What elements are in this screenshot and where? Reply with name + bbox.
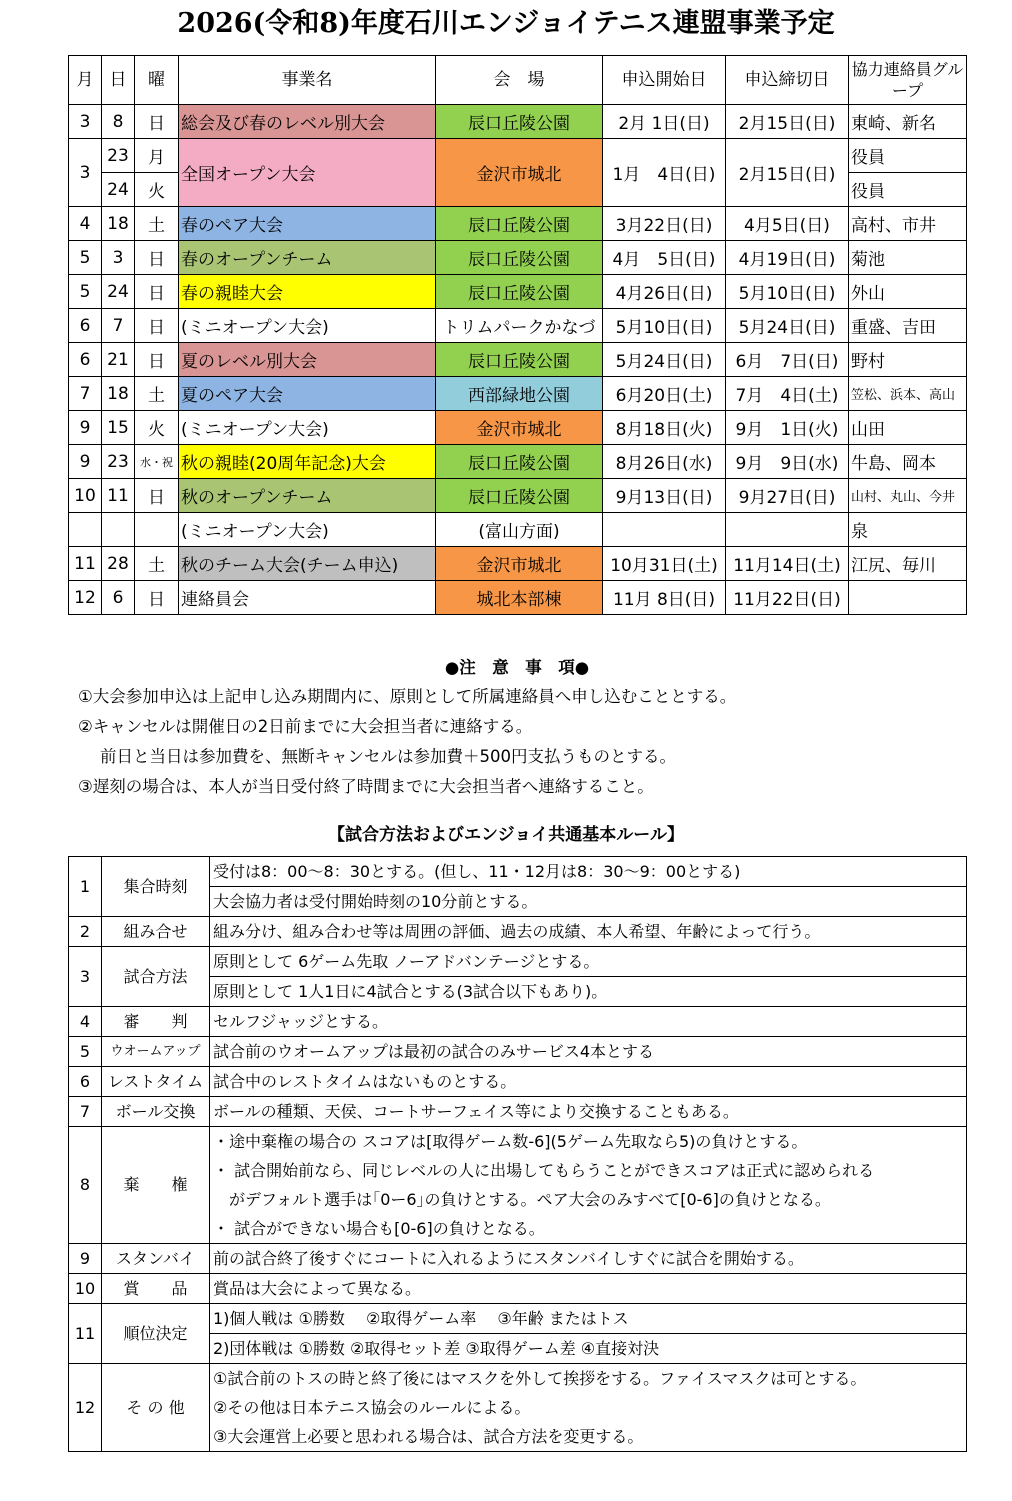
cell-month: 12 xyxy=(69,581,102,615)
cell-day: 24 xyxy=(102,275,135,309)
rule-row xyxy=(69,1007,967,1037)
cell-month: 6 xyxy=(69,343,102,377)
cell-weekday: 日 xyxy=(135,105,179,139)
cell-venue: 西部緑地公園 xyxy=(436,377,603,411)
cell-venue: 金沢市城北 xyxy=(436,411,603,445)
rules-table xyxy=(68,856,967,1452)
cell-month: 10 xyxy=(69,479,102,513)
schedule-row xyxy=(69,105,967,139)
rule-number: 3 xyxy=(69,947,102,1007)
cell-event: 春の親睦大会 xyxy=(179,275,436,309)
cell-day: 15 xyxy=(102,411,135,445)
cell-end: 7月 4日(土) xyxy=(726,377,849,411)
rule-row xyxy=(69,1274,967,1304)
cell-start: 9月13日(日) xyxy=(603,479,726,513)
cell-weekday: 日 xyxy=(135,343,179,377)
schedule-row xyxy=(69,207,967,241)
cell-venue: トリムパークかなづ xyxy=(436,309,603,343)
cell-day: 21 xyxy=(102,343,135,377)
cell-start: 6月20日(土) xyxy=(603,377,726,411)
cell-end: 9月27日(日) xyxy=(726,479,849,513)
rule-name: スタンバイ xyxy=(102,1244,210,1274)
cell-event: 総会及び春のレベル別大会 xyxy=(179,105,436,139)
rule-line: ②その他は日本テニス協会のルールによる。 xyxy=(213,1398,531,1417)
rule-line: 試合前のウオームアップは最初の試合のみサービス4本とする xyxy=(213,1042,655,1061)
cell-event: 秋のチーム大会(チーム申込) xyxy=(179,547,436,581)
rule-row xyxy=(69,857,967,917)
cell-event: 秋のオープンチーム xyxy=(179,479,436,513)
rule-line: ③大会運営上必要と思われる場合は、試合方法を変更する。 xyxy=(213,1427,644,1446)
cell-month: 6 xyxy=(69,309,102,343)
cell-day: 28 xyxy=(102,547,135,581)
cell-venue: 辰口丘陵公園 xyxy=(436,275,603,309)
rule-number: 9 xyxy=(69,1244,102,1274)
cell-weekday: 日 xyxy=(135,581,179,615)
cell-end: 6月 7日(日) xyxy=(726,343,849,377)
cell-weekday: 土 xyxy=(135,207,179,241)
cell-event: 連絡員会 xyxy=(179,581,436,615)
cell-day: 18 xyxy=(102,207,135,241)
rule-row xyxy=(69,1364,967,1452)
rule-line: 組み分け、組み合わせ等は周囲の評価、過去の成績、本人希望、年齢によって行う。 xyxy=(213,922,821,941)
cell-group: 江尻、毎川 xyxy=(849,547,967,581)
cell-start: 11月 8日(日) xyxy=(603,581,726,615)
cell-venue: 辰口丘陵公園 xyxy=(436,445,603,479)
rule-description xyxy=(210,1274,967,1304)
schedule-row xyxy=(69,241,967,275)
cell-end: 5月10日(日) xyxy=(726,275,849,309)
cell-weekday: 火 xyxy=(135,411,179,445)
cell-event: 春のペア大会 xyxy=(179,207,436,241)
cell-weekday: 火 xyxy=(135,173,179,207)
schedule-header-row xyxy=(69,56,967,105)
rules-title: 【試合方法およびエンジョイ共通基本ルール】 xyxy=(328,825,684,845)
cell-weekday: 月 xyxy=(135,139,179,173)
cell-weekday: 土 xyxy=(135,377,179,411)
cell-event: (ミニオープン大会) xyxy=(179,411,436,445)
rule-description xyxy=(210,1127,967,1244)
note-line: ①大会参加申込は上記申し込み期間内に、原則として所属連絡員へ申し込むこととする。 xyxy=(78,687,737,706)
cell-day: 23 xyxy=(102,139,135,173)
cell-start xyxy=(603,513,726,547)
rule-description xyxy=(210,1037,967,1067)
rule-name: そ の 他 xyxy=(102,1364,210,1452)
cell-day: 11 xyxy=(102,479,135,513)
rule-description xyxy=(210,1364,967,1452)
note-line: 前日と当日は参加費を、無断キャンセルは参加費＋500円支払うものとする。 xyxy=(100,747,676,766)
cell-start: 4月26日(日) xyxy=(603,275,726,309)
rule-line: ボールの種類、天侯、コートサーフェイス等により交換することもある。 xyxy=(213,1102,739,1121)
schedule-row xyxy=(69,581,967,615)
rule-number: 8 xyxy=(69,1127,102,1244)
cell-day: 24 xyxy=(102,173,135,207)
cell-group: 東崎、新名 xyxy=(849,105,967,139)
cell-weekday: 日 xyxy=(135,479,179,513)
rule-name: 集合時刻 xyxy=(102,857,210,917)
page-title: 2026(令和8)年度石川エンジョイテニス連盟事業予定 xyxy=(177,8,835,39)
rule-row xyxy=(69,947,967,1007)
cell-start: 2月 1日(日) xyxy=(603,105,726,139)
rule-line: 原則として 1人1日に4試合とする(3試合以下もあり)。 xyxy=(210,976,966,1006)
schedule-row xyxy=(69,445,967,479)
rule-row xyxy=(69,1127,967,1244)
cell-day: 7 xyxy=(102,309,135,343)
cell-weekday: 日 xyxy=(135,275,179,309)
cell-venue: 辰口丘陵公園 xyxy=(436,479,603,513)
cell-end: 2月15日(日) xyxy=(726,139,849,207)
rule-line: セルフジャッジとする。 xyxy=(213,1012,389,1031)
rule-number: 7 xyxy=(69,1097,102,1127)
header-month: 月 xyxy=(69,56,102,105)
rule-row xyxy=(69,1244,967,1274)
cell-group: 笠松、浜本、高山 xyxy=(849,377,967,411)
cell-start: 5月10日(日) xyxy=(603,309,726,343)
cell-event: (ミニオープン大会) xyxy=(179,309,436,343)
schedule-row xyxy=(69,377,967,411)
rule-description xyxy=(210,857,967,917)
cell-event: 夏のレベル別大会 xyxy=(179,343,436,377)
cell-end: 2月15日(日) xyxy=(726,105,849,139)
cell-end: 9月 1日(火) xyxy=(726,411,849,445)
rule-description xyxy=(210,1244,967,1274)
cell-weekday: 日 xyxy=(135,241,179,275)
rule-description xyxy=(210,917,967,947)
rule-row xyxy=(69,1067,967,1097)
rule-line: 大会協力者は受付開始時刻の10分前とする。 xyxy=(210,886,966,916)
rule-line: がデフォルト選手は｢0ー6｣の負けとする。ペア大会のみすべて[0-6]の負けとなる。 xyxy=(213,1190,831,1209)
notes-section xyxy=(68,654,966,802)
header-group: 協力連絡員グループ xyxy=(849,56,967,105)
cell-end: 11月22日(日) xyxy=(726,581,849,615)
rule-name: ボール交換 xyxy=(102,1097,210,1127)
cell-day xyxy=(102,513,135,547)
cell-event: 秋の親睦(20周年記念)大会 xyxy=(179,445,436,479)
header-event: 事業名 xyxy=(179,56,436,105)
cell-group: 外山 xyxy=(849,275,967,309)
cell-month: 9 xyxy=(69,411,102,445)
rule-line: 1)個人戦は ①勝数 ②取得ゲーム率 ③年齢 またはトス xyxy=(213,1309,629,1328)
cell-month: 5 xyxy=(69,241,102,275)
cell-event: (ミニオープン大会) xyxy=(179,513,436,547)
cell-month xyxy=(69,513,102,547)
rule-name: 試合方法 xyxy=(102,947,210,1007)
rule-line: 前の試合終了後すぐにコートに入れるようにスタンバイしすぐに試合を開始する。 xyxy=(213,1249,804,1268)
rule-description xyxy=(210,1067,967,1097)
cell-group: 山田 xyxy=(849,411,967,445)
cell-start: 4月 5日(日) xyxy=(603,241,726,275)
cell-group: 菊池 xyxy=(849,241,967,275)
cell-venue: 金沢市城北 xyxy=(436,547,603,581)
rule-row xyxy=(69,917,967,947)
rule-number: 4 xyxy=(69,1007,102,1037)
cell-end: 9月 9日(水) xyxy=(726,445,849,479)
cell-group: 高村、市井 xyxy=(849,207,967,241)
note-line: ③遅刻の場合は、本人が当日受付終了時間までに大会担当者へ連絡すること。 xyxy=(78,777,654,796)
cell-group: 重盛、吉田 xyxy=(849,309,967,343)
cell-weekday: 土 xyxy=(135,547,179,581)
rule-name: レストタイム xyxy=(102,1067,210,1097)
note-line: ②キャンセルは開催日の2日前までに大会担当者に連絡する。 xyxy=(78,717,533,736)
cell-group xyxy=(849,581,967,615)
cell-month: 9 xyxy=(69,445,102,479)
cell-month: 4 xyxy=(69,207,102,241)
cell-month: 5 xyxy=(69,275,102,309)
rule-number: 5 xyxy=(69,1037,102,1067)
cell-end xyxy=(726,513,849,547)
cell-day: 8 xyxy=(102,105,135,139)
cell-month: 3 xyxy=(69,105,102,139)
cell-month: 11 xyxy=(69,547,102,581)
rule-name: 順位決定 xyxy=(102,1304,210,1364)
rule-number: 6 xyxy=(69,1067,102,1097)
cell-event: 春のオープンチーム xyxy=(179,241,436,275)
cell-start: 8月18日(火) xyxy=(603,411,726,445)
schedule-row xyxy=(69,275,967,309)
rule-row xyxy=(69,1037,967,1067)
rule-line: ・途中棄権の場合の スコアは[取得ゲーム数-6](5ゲーム先取なら5)の負けとする。 xyxy=(213,1132,808,1151)
cell-group: 牛島、岡本 xyxy=(849,445,967,479)
header-day: 日 xyxy=(102,56,135,105)
cell-group: 役員 xyxy=(849,139,967,173)
cell-start: 8月26日(水) xyxy=(603,445,726,479)
schedule-table xyxy=(68,55,967,615)
rule-line: 原則として 6ゲーム先取 ノーアドバンテージとする。 xyxy=(213,952,600,971)
cell-group: 役員 xyxy=(849,173,967,207)
rule-line: 受付は8：00～8：30とする。(但し、11・12月は8：30～9：00とする) xyxy=(213,862,741,881)
schedule-row xyxy=(69,343,967,377)
cell-venue: 辰口丘陵公園 xyxy=(436,343,603,377)
header-start: 申込開始日 xyxy=(603,56,726,105)
cell-month: 7 xyxy=(69,377,102,411)
cell-group: 山村、丸山、今井 xyxy=(849,479,967,513)
cell-event: 全国オープン大会 xyxy=(179,139,436,207)
cell-start: 10月31日(土) xyxy=(603,547,726,581)
schedule-row xyxy=(69,411,967,445)
rule-number: 10 xyxy=(69,1274,102,1304)
rule-name: 審 判 xyxy=(102,1007,210,1037)
cell-venue: 辰口丘陵公園 xyxy=(436,207,603,241)
cell-weekday xyxy=(135,513,179,547)
cell-end: 11月14日(土) xyxy=(726,547,849,581)
cell-end: 4月19日(日) xyxy=(726,241,849,275)
cell-venue: 城北本部棟 xyxy=(436,581,603,615)
rule-line: 賞品は大会によって異なる。 xyxy=(213,1279,422,1298)
cell-venue: 金沢市城北 xyxy=(436,139,603,207)
header-venue: 会 場 xyxy=(436,56,603,105)
rule-line: ①試合前のトスの時と終了後にはマスクを外して挨拶をする。ファイスマスクは可とする。 xyxy=(213,1369,867,1388)
cell-start: 3月22日(日) xyxy=(603,207,726,241)
rule-line: ・ 試合開始前なら、同じレベルの人に出場してもらうことができスコアは正式に認められる xyxy=(213,1161,875,1180)
rule-line: 2)団体戦は ①勝数 ②取得セット差 ③取得ゲーム差 ④直接対決 xyxy=(210,1333,966,1363)
cell-weekday: 水・祝 xyxy=(135,445,179,479)
notes-heading: ●注 意 事 項● xyxy=(444,658,590,677)
cell-day: 6 xyxy=(102,581,135,615)
rule-row xyxy=(69,1097,967,1127)
rule-line: 試合中のレストタイムはないものとする。 xyxy=(213,1072,517,1091)
rule-number: 12 xyxy=(69,1364,102,1452)
rule-description xyxy=(210,1007,967,1037)
rule-number: 1 xyxy=(69,857,102,917)
schedule-row xyxy=(69,309,967,343)
rule-name: 賞 品 xyxy=(102,1274,210,1304)
rule-name: ウオームアップ xyxy=(102,1037,210,1067)
rule-description xyxy=(210,947,967,1007)
cell-venue: 辰口丘陵公園 xyxy=(436,105,603,139)
rule-number: 11 xyxy=(69,1304,102,1364)
header-weekday: 曜 xyxy=(135,56,179,105)
schedule-row xyxy=(69,547,967,581)
cell-end: 4月5日(日) xyxy=(726,207,849,241)
cell-day: 23 xyxy=(102,445,135,479)
cell-month: 3 xyxy=(69,139,102,207)
rule-name: 組み合せ xyxy=(102,917,210,947)
rule-description xyxy=(210,1097,967,1127)
schedule-row xyxy=(69,139,967,173)
rule-number: 2 xyxy=(69,917,102,947)
rule-line: ・ 試合ができない場合も[0-6]の負けとなる。 xyxy=(213,1219,545,1238)
schedule-row xyxy=(69,479,967,513)
cell-event: 夏のペア大会 xyxy=(179,377,436,411)
cell-group: 泉 xyxy=(849,513,967,547)
cell-end: 5月24日(日) xyxy=(726,309,849,343)
cell-group: 野村 xyxy=(849,343,967,377)
cell-start: 1月 4日(日) xyxy=(603,139,726,207)
header-end: 申込締切日 xyxy=(726,56,849,105)
rule-description xyxy=(210,1304,967,1364)
cell-day: 18 xyxy=(102,377,135,411)
rule-name: 棄 権 xyxy=(102,1127,210,1244)
rule-row xyxy=(69,1304,967,1364)
cell-weekday: 日 xyxy=(135,309,179,343)
schedule-row xyxy=(69,513,967,547)
cell-start: 5月24日(日) xyxy=(603,343,726,377)
cell-day: 3 xyxy=(102,241,135,275)
cell-venue: 辰口丘陵公園 xyxy=(436,241,603,275)
cell-venue: (富山方面) xyxy=(436,513,603,547)
